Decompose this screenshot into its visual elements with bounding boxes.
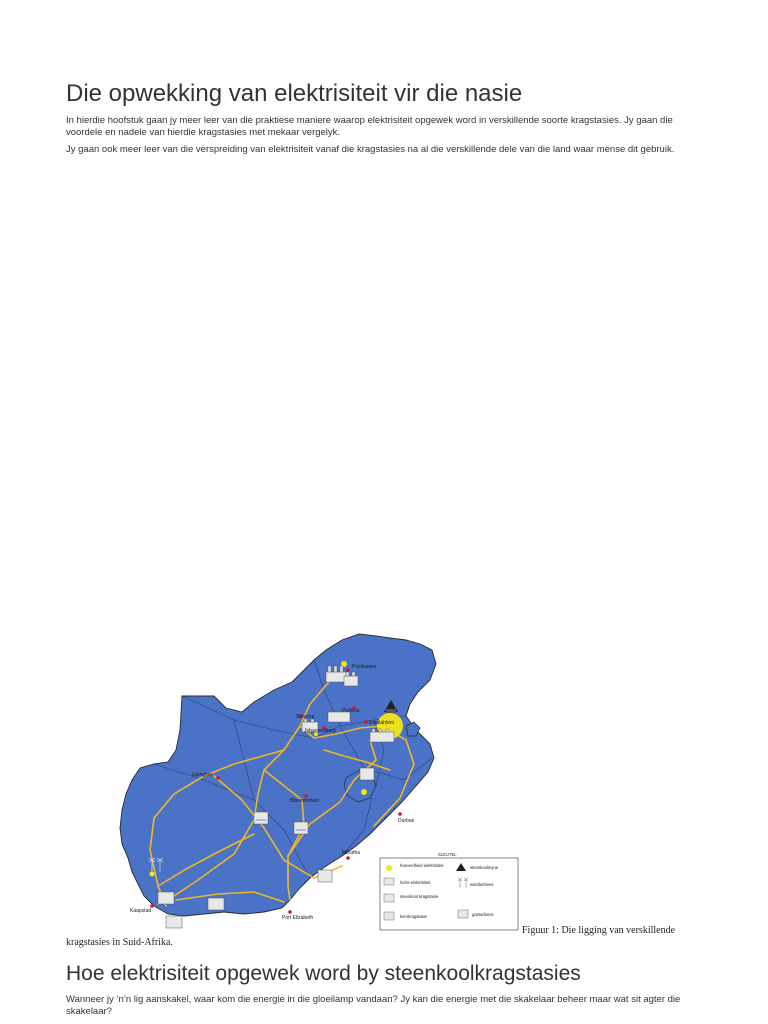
legend-label: steenkoolmyne (470, 865, 499, 870)
legend-label: gasturbines (472, 912, 494, 917)
city-label-johannesburg: Johannesburg (304, 728, 336, 734)
legend-label: windturbines (470, 882, 494, 887)
question-paragraph: Wanneer jy ’n’n lig aanskakel, waar kom die energie in die gloeilamp vandaan? Jy kan die energie met die skakelaar beheer maar wat sit agter die skakelaar? (66, 994, 681, 1017)
electricity-amount-dot (150, 872, 155, 877)
city-label-pretoria: Pretoria (342, 708, 360, 714)
map-legend (380, 852, 518, 930)
page-title: Die opwekking van elektrisiteit vir die nasie (66, 80, 523, 107)
city-label-emalahleni: Emalahleni (369, 720, 394, 726)
city-label-bloemfontein: Bloemfontein (290, 798, 320, 804)
gas-turbine-icon (318, 870, 332, 882)
coal-power-station-icon (384, 894, 394, 902)
nuclear-station-icon (384, 912, 394, 920)
city-label-kaapstad: Kaapstad (130, 908, 152, 914)
hydro-icon (166, 916, 182, 928)
legend-label: kernkragstasie (400, 914, 428, 919)
hydro-icon (384, 878, 394, 885)
city-label-upington: Upington (192, 772, 213, 778)
yellow-dot-icon (386, 865, 392, 871)
legend-label: steenkool kragstasie (400, 894, 439, 899)
intro-paragraph-2: Jy gaan ook meer leer van die verspreiding van elektrisiteit vanaf die kragstasies na al die verskillende dele van die land waar mense dit gebruik. (66, 144, 675, 155)
gas-turbine-icon (208, 898, 224, 910)
hydro-icon (294, 822, 308, 834)
figure-caption-continued: kragstasies in Suid-Afrika. (66, 937, 173, 948)
legend-label: hoeveelheid elektrisiteit (400, 863, 444, 868)
nuclear-station-icon (158, 892, 174, 904)
gas-turbine-icon (458, 910, 468, 918)
section-heading: Hoe elektrisiteit opgewek word by steenkoolkragstasies (66, 962, 581, 985)
city-label-rustenburg: Sutsong (296, 714, 315, 720)
intro-paragraph: In hierdie hoofstuk gaan jy meer leer van die praktiese maniere waarop elektrisiteit opgewek word in verskillende soorte kragstasies. Jy gaan die voordele en nadele van hierdie kragstasies met mekaar vergelyk. (66, 115, 673, 138)
hydro-icon (254, 812, 268, 824)
city-label-port-elizabeth: Port Elizabeth (282, 915, 314, 921)
coal-power-station-icon (326, 666, 346, 682)
south-africa-power-map-figure (114, 630, 520, 934)
city-label-mthatha: Mthatha (342, 850, 361, 856)
electricity-amount-dot (361, 789, 367, 795)
city-label-polokwane: Polokwane (352, 664, 377, 670)
coal-power-station-icon (360, 768, 374, 780)
south-africa-map (114, 630, 520, 934)
city-label-durban: Durban (398, 818, 415, 824)
legend-label: hidro-elektrisiteit (400, 880, 431, 885)
figure-caption: Figuur 1: Die ligging van verskillende (522, 925, 676, 936)
legend-title: SLEUTEL (438, 852, 457, 857)
